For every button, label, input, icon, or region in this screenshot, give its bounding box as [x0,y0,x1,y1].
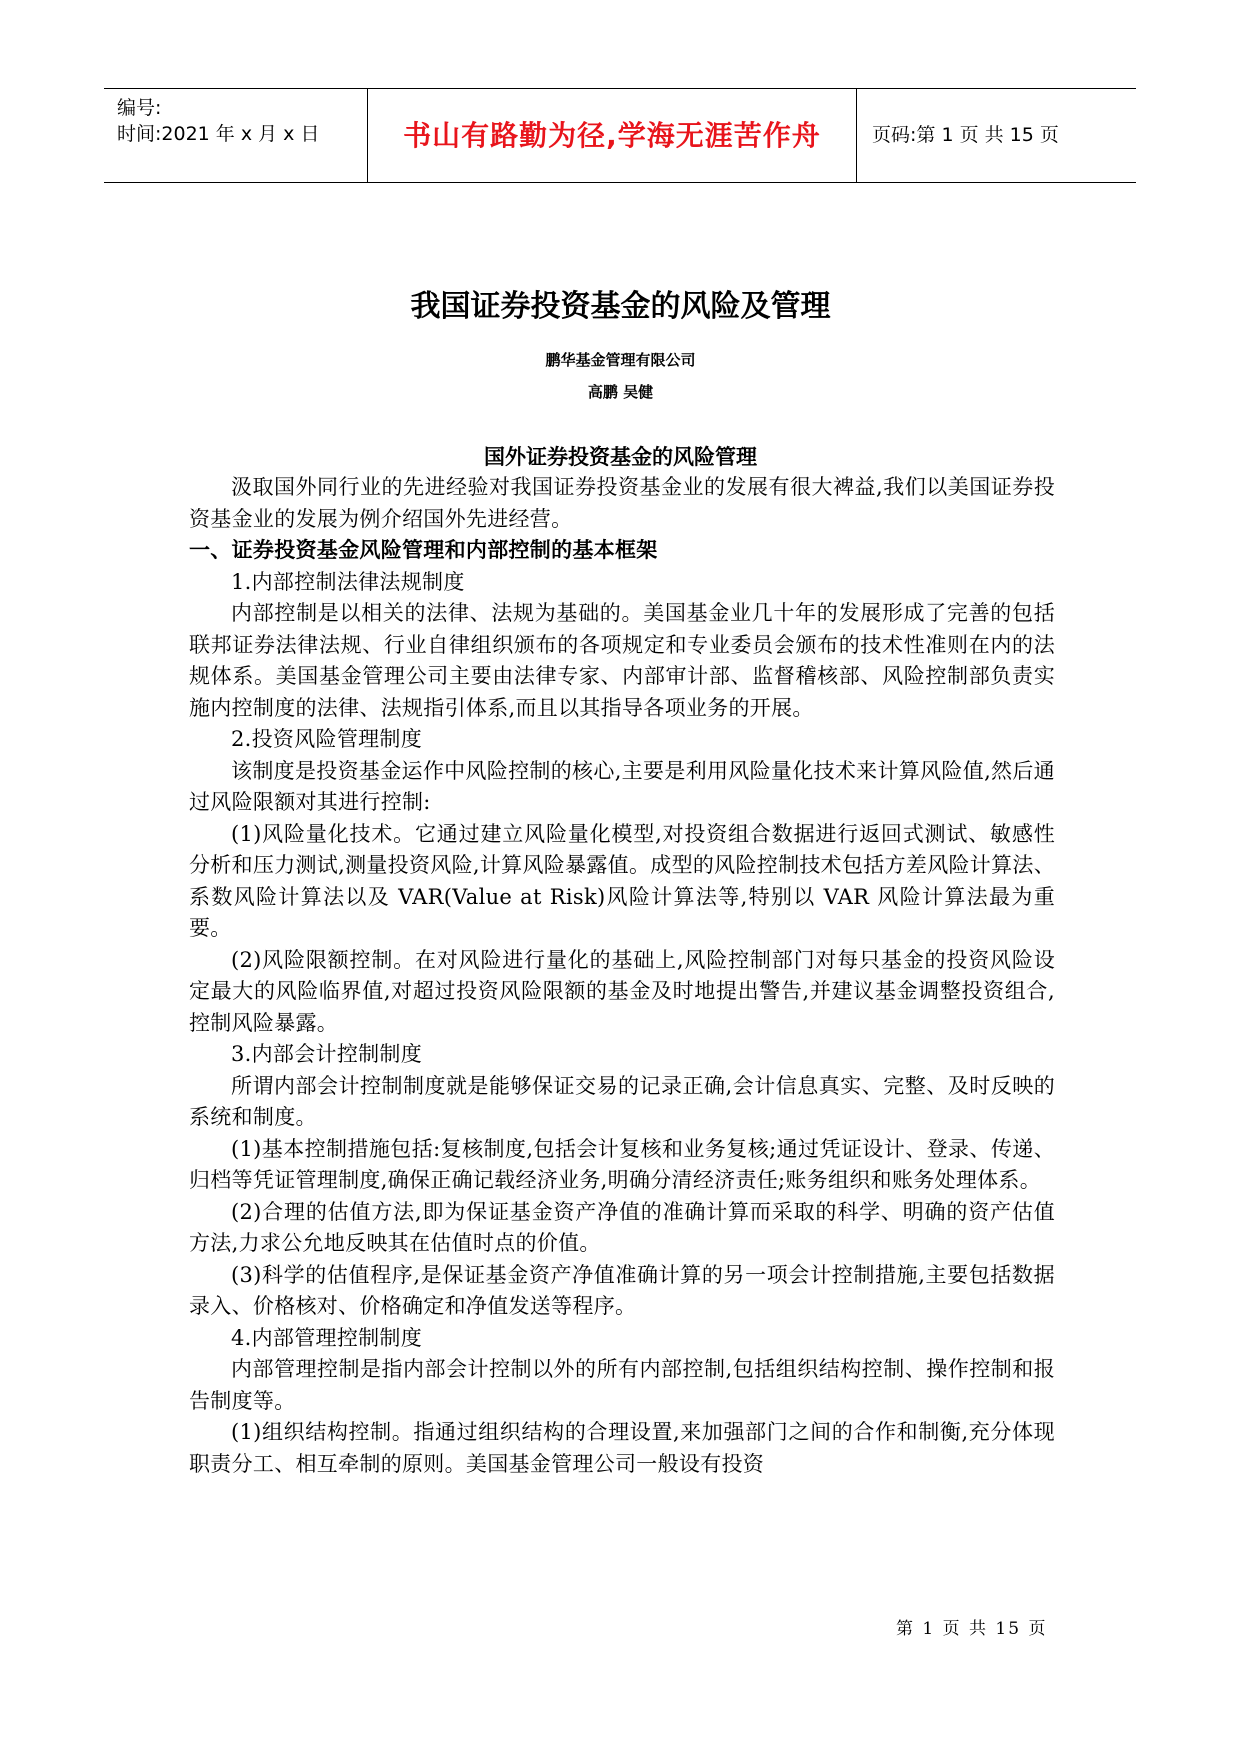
paragraph: (1)风险量化技术。它通过建立风险量化模型,对投资组合数据进行返回式测试、敏感性分析和压力测试,测量投资风险,计算风险暴露值。成型的风险控制技术包括方差风险计算法、系数风险计算法以及 VAR(Value at Risk)风险计算法等,特别以 VAR 风险计算法最为重要。 [189,821,1055,940]
document-title: 我国证券投资基金的风险及管理 [410,289,831,324]
paragraph: (2)合理的估值方法,即为保证基金资产净值的准确计算而采取的科学、明确的资产估值方法,力求公允地反映其在估值时点的价值。 [189,1199,1055,1255]
organization-name: 鹏华基金管理有限公司 [545,351,696,369]
paragraph: (1)组织结构控制。指通过组织结构的合理设置,来加强部门之间的合作和制衡,充分体现职责分工、相互牵制的原则。美国基金管理公司一般设有投资 [189,1420,1055,1476]
paragraph: (1)基本控制措施包括:复核制度,包括会计复核和业务复核;通过凭证设计、登录、传递、归档等凭证管理制度,确保正确记载经济业务,明确分清经济责任;账务组织和账务处理体系。 [189,1136,1055,1192]
header-motto: 书山有路勤为径,学海无涯苦作舟 [403,119,821,152]
subsection-heading: 2.投资风险管理制度 [231,727,423,751]
paragraph: 所谓内部会计控制制度就是能够保证交易的记录正确,会计信息真实、完整、及时反映的系统和制度。 [189,1073,1055,1129]
paragraph: (2)风险限额控制。在对风险进行量化的基础上,风险控制部门对每只基金的投资风险设定最大的风险临界值,对超过投资风险限额的基金及时地提出警告,并建议基金调整投资组合,控制风险暴露。 [189,947,1055,1035]
subsection-heading: 4.内部管理控制制度 [231,1325,423,1350]
paragraph: 内部控制是以相关的法律、法规为基础的。美国基金业几十年的发展形成了完善的包括联邦证券法律法规、行业自律组织颁布的各项规定和专业委员会颁布的技术性准则在内的法规体系。美国基金管理公司主要由法律专家、内部审计部、监督稽核部、风险控制部负责实施内控制度的法律、法规指引体系,而且以其指导各项业务的开展。 [189,601,1055,720]
subsection-heading: 1.内部控制法律法规制度 [231,569,465,594]
header-divider [856,89,857,182]
paragraph: 汲取国外同行业的先进经验对我国证券投资基金业的发展有很大裨益,我们以美国证券投资基金业的发展为例介绍国外先进经营。 [189,475,1055,531]
subsection-heading: 3.内部会计控制制度 [231,1042,423,1066]
header-meta [117,95,319,147]
section-title: 国外证券投资基金的风险管理 [484,445,757,469]
chapter-heading: 一、证券投资基金风险管理和内部控制的基本框架 [189,538,658,562]
header-time-label: 时间:2021 年 x 月 x 日 [117,123,320,145]
document-header [104,88,1136,183]
header-number-label: 编号: [117,97,162,119]
document-body [189,472,1055,1480]
paragraph: 内部管理控制是指内部会计控制以外的所有内部控制,包括组织结构控制、操作控制和报告制度等。 [189,1357,1055,1413]
page-footer: 第 1 页 共 15 页 [896,1619,1048,1639]
header-page-info: 页码:第 1 页 共 15 页 [872,124,1059,146]
paragraph: (3)科学的估值程序,是保证基金资产净值准确计算的另一项会计控制措施,主要包括数据录入、价格核对、价格确定和净值发送等程序。 [189,1262,1055,1318]
paragraph: 该制度是投资基金运作中风险控制的核心,主要是利用风险量化技术来计算风险值,然后通过风险限额对其进行控制: [189,758,1055,814]
authors: 高鹏 吴健 [587,383,654,401]
